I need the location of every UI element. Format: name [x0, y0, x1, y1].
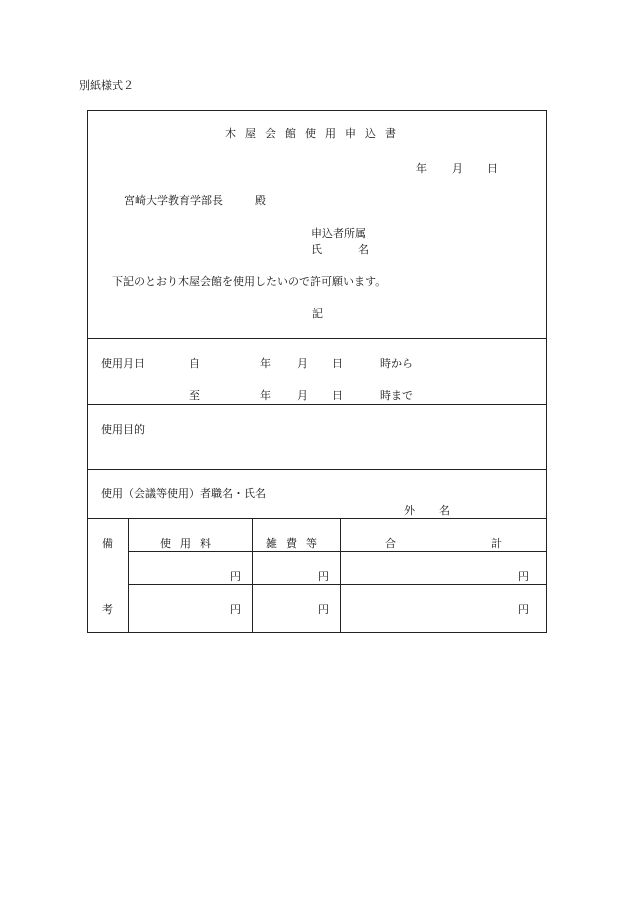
remarks-label-top: 備 — [102, 537, 113, 550]
form-title: 木屋会館使用申込書 — [225, 127, 405, 140]
application-form — [87, 110, 547, 633]
usage-fee-header: 使用料 — [160, 537, 220, 550]
divider-usage-date — [87, 404, 547, 405]
usage-fee-currency-2: 円 — [230, 603, 241, 616]
form-label: 別紙様式２ — [79, 79, 134, 92]
applicant-name-label-1: 氏 — [311, 243, 322, 256]
representative-label: 使用（会議等使用）者職名・氏名 — [101, 487, 266, 500]
divider-purpose — [87, 469, 547, 470]
divider-representative — [87, 518, 547, 519]
usage-to-day: 日 — [332, 389, 343, 402]
usage-to-time: 時まで — [380, 389, 413, 402]
divider-header — [87, 338, 547, 339]
misc-fee-header: 雑費等 — [266, 537, 326, 550]
representative-others: 外 — [404, 504, 415, 517]
applicant-affiliation-label: 申込者所属 — [311, 227, 366, 240]
usage-fee-currency-1: 円 — [230, 570, 241, 583]
purpose-label: 使用目的 — [101, 423, 145, 436]
misc-fee-currency-1: 円 — [318, 570, 329, 583]
fee-row-divider — [128, 584, 547, 585]
usage-from-label: 自 — [189, 357, 200, 370]
fee-col-divider-2 — [252, 518, 253, 633]
usage-date-label: 使用月日 — [101, 357, 145, 370]
applicant-name-label-2: 名 — [358, 243, 369, 256]
total-currency-1: 円 — [518, 570, 529, 583]
total-currency-2: 円 — [518, 603, 529, 616]
date-year-label: 年 — [416, 162, 427, 175]
usage-from-month: 月 — [297, 357, 308, 370]
remarks-label-bottom: 考 — [102, 603, 113, 616]
usage-from-day: 日 — [332, 357, 343, 370]
fee-header-divider — [128, 551, 547, 552]
usage-from-year: 年 — [260, 357, 271, 370]
usage-to-label: 至 — [189, 389, 200, 402]
usage-from-time: 時から — [380, 357, 413, 370]
usage-to-month: 月 — [297, 389, 308, 402]
addressee-honorific: 殿 — [255, 194, 266, 207]
total-header-1: 合 — [385, 537, 396, 550]
fee-col-divider-3 — [340, 518, 341, 633]
representative-count-unit: 名 — [439, 504, 450, 517]
addressee-name: 宮崎大学教育学部長 — [124, 194, 223, 207]
usage-to-year: 年 — [260, 389, 271, 402]
total-header-2: 計 — [491, 537, 502, 550]
date-day-label: 日 — [487, 162, 498, 175]
date-month-label: 月 — [452, 162, 463, 175]
fee-col-divider-1 — [128, 518, 129, 633]
ki-label: 記 — [312, 307, 323, 320]
misc-fee-currency-2: 円 — [318, 603, 329, 616]
request-text: 下記のとおり木屋会館を使用したいので許可願います。 — [112, 275, 387, 288]
